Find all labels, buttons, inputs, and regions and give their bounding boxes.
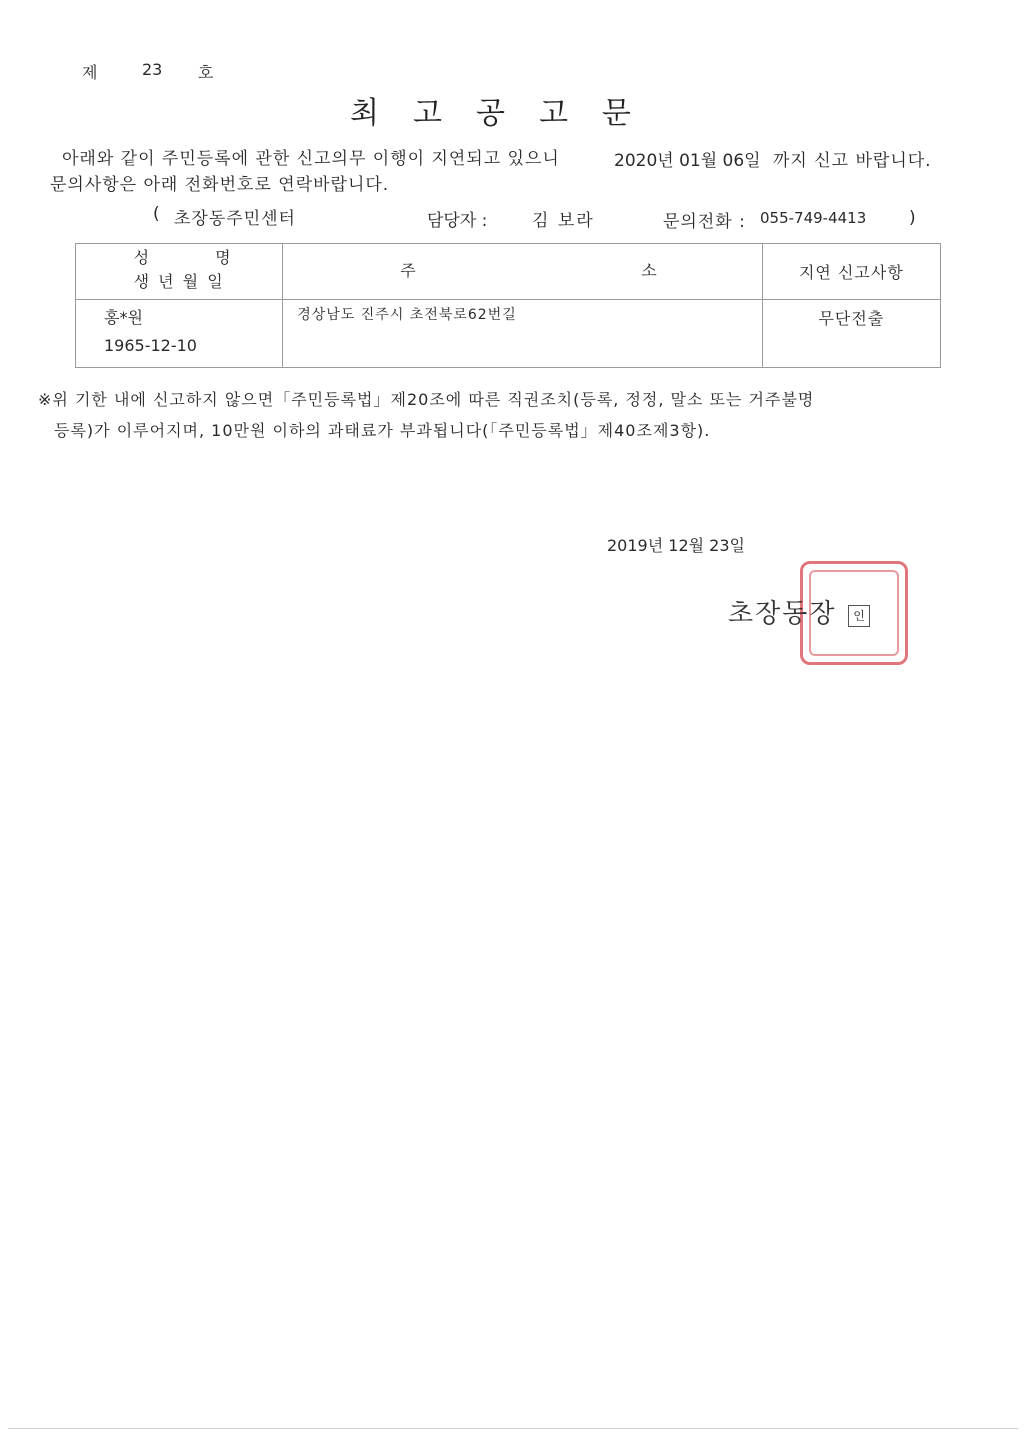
document-number-suffix: 호 (198, 63, 214, 82)
contact-phone: 055-749-4413 (760, 209, 867, 227)
registry-table (75, 243, 941, 368)
contact-office: 초장동주민센터 (174, 209, 296, 229)
header-address (283, 244, 763, 300)
contact-phone-label: 문의전화 : (663, 212, 746, 232)
intro-line-1: 아래와 같이 주민등록에 관한 신고의무 이행이 지연되고 있으니 (62, 149, 560, 169)
header-address-2: 소 (641, 261, 657, 280)
cell-report: 무단전출 (762, 300, 940, 368)
seal-mark: 인 (848, 605, 870, 627)
notice-line-2: 등록)가 이루어지며, 10만원 이하의 과태료가 부과됩니다(「주민등록법」제40조제3항). (54, 421, 711, 440)
intro-line-1-tail: 까지 신고 바랍니다. (773, 151, 932, 171)
header-name-1: 성 (133, 248, 152, 267)
contact-manager-label: 담당자 : (427, 211, 488, 231)
header-report: 지연 신고사항 (762, 244, 940, 300)
intro-line-2: 문의사항은 아래 전화번호로 연락바랍니다. (50, 175, 390, 195)
document-number-value: 23 (142, 60, 163, 79)
table-header-row (76, 244, 941, 300)
header-address-1: 주 (400, 261, 416, 280)
header-birth: 생 년 월 일 (133, 272, 225, 291)
contact-open-paren: ( (153, 204, 160, 224)
deadline-date: 2020년 01월 06일 (614, 151, 761, 171)
issuer-signature: 초장동장 (728, 599, 837, 629)
header-name-2: 명 (215, 248, 233, 267)
header-name-birth (76, 244, 283, 300)
issue-date: 2019년 12월 23일 (607, 536, 745, 555)
cell-person (76, 300, 283, 368)
contact-close-paren: ) (909, 208, 916, 228)
document-number-prefix: 제 (82, 63, 98, 82)
bottom-rule (8, 1428, 1018, 1429)
table-row (76, 300, 941, 368)
contact-manager-name: 김 보라 (532, 211, 595, 231)
person-birth: 1965-12-10 (104, 336, 197, 355)
person-name: 홍*원 (104, 308, 143, 327)
cell-address: 경상남도 진주시 초전북로62번길 (283, 300, 763, 368)
document-title: 최고공고문 (350, 96, 665, 131)
notice-line-1: ※위 기한 내에 신고하지 않으면「주민등록법」제20조에 따른 직권조치(등록, 정정, 말소 또는 거주불명 (38, 390, 815, 409)
